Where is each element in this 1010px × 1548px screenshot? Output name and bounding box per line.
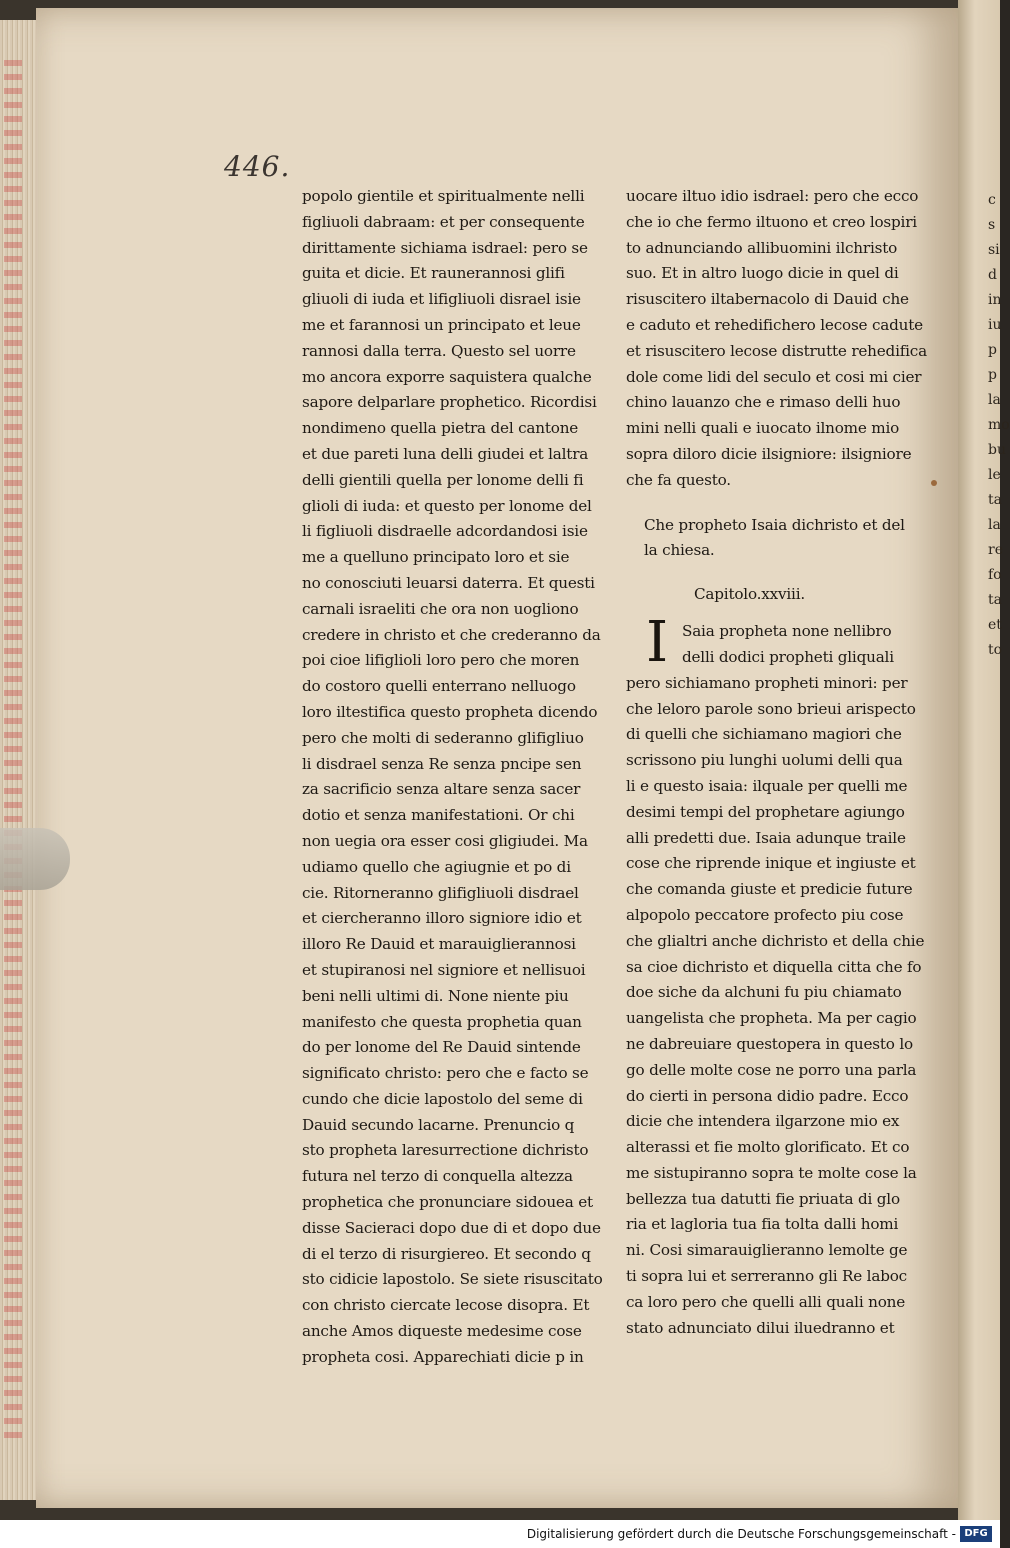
text-line: dole come lidi del seculo et cosi mi cier xyxy=(626,367,922,386)
next-page-fragment: iu xyxy=(988,317,1002,333)
page-clip xyxy=(0,828,70,890)
left-text-column xyxy=(302,184,603,1371)
next-page-fragment: s xyxy=(988,217,996,233)
dfg-logo: DFG xyxy=(960,1526,992,1542)
text-line: go delle molte cose ne porro una parla xyxy=(626,1060,917,1079)
text-line: li figliuoli disdraelle adcordandosi isie xyxy=(302,522,588,541)
text-line: prophetica che pronunciare sidouea et xyxy=(302,1193,593,1212)
text-line: za sacrificio senza altare senza sacer xyxy=(302,780,581,799)
text-line: li e questo isaia: ilquale per quelli me xyxy=(626,776,908,795)
text-line: suo. Et in altro luogo dicie in quel di xyxy=(626,264,899,283)
next-page-fragment: p xyxy=(988,367,997,383)
text-line: mo ancora exporre saquistera qualche xyxy=(302,367,592,386)
text-line: nondimeno quella pietra del cantone xyxy=(302,419,579,438)
text-line: popolo gientile et spiritualmente nelli xyxy=(302,187,585,205)
text-line: sa cioe dichristo et diquella citta che fo xyxy=(626,957,922,976)
text-line: sapore delparlare prophetico. Ricordisi xyxy=(302,393,597,412)
text-line: et stupiranosi nel signiore et nellisuoi xyxy=(302,960,586,979)
text-line: glioli di iuda: et questo per lonome del xyxy=(302,496,592,515)
next-page-fragment: fo xyxy=(988,567,1002,583)
next-page-fragment: mo xyxy=(988,417,1010,433)
text-line: udiamo quello che agiugnie et po di xyxy=(302,857,571,876)
text-line: loro iltestifica questo propheta dicendo xyxy=(302,702,598,721)
right-column-top-text xyxy=(626,184,927,494)
next-page-fragment: re xyxy=(988,542,1003,558)
text-line: delli gientili quella per lonome delli fi xyxy=(302,470,584,489)
next-page-fragment: si xyxy=(988,242,1000,258)
text-line: futura nel terzo di conquella altezza xyxy=(302,1167,573,1186)
text-line: Dauid secundo lacarne. Prenuncio q xyxy=(302,1115,575,1134)
drop-cap: I xyxy=(646,610,668,676)
text-line: Saia propheta none nellibro xyxy=(682,622,892,641)
text-line: che comanda giuste et predicie future xyxy=(626,880,913,899)
text-line: non uegia ora esser cosi gligiudei. Ma xyxy=(302,831,588,850)
text-line: stato adnunciato dilui iluedranno et xyxy=(626,1318,895,1337)
text-line: me sistupiranno sopra te molte cose la xyxy=(626,1163,917,1182)
text-line: che leloro parole sono brieui arispecto xyxy=(626,699,916,718)
text-line: do per lonome del Re Dauid sintende xyxy=(302,1038,581,1057)
text-line: to adnunciando allibuomini ilchristo xyxy=(626,238,898,257)
next-page-fragment: c xyxy=(988,192,996,208)
text-line: disse Sacieraci dopo due di et dopo due xyxy=(302,1218,601,1237)
text-line: do cierti in persona didio padre. Ecco xyxy=(626,1086,909,1105)
text-line: di quelli che sichiamano magiori che xyxy=(626,725,902,744)
next-page-fragment: p xyxy=(988,342,997,358)
text-line: sopra diloro dicie ilsigniore: ilsigniore xyxy=(626,444,912,463)
footer-credit: Digitalisierung gefördert durch die Deutsche Forschungsgemeinschaft - xyxy=(526,1527,956,1541)
text-line: sto propheta laresurrectione dichristo xyxy=(302,1141,589,1160)
next-page-fragment: le xyxy=(988,467,1001,483)
text-line: bellezza tua datutti fie priuata di glo xyxy=(626,1189,900,1208)
text-line: manifesto che questa prophetia quan xyxy=(302,1012,582,1031)
text-line: uocare iltuo idio isdrael: pero che ecco xyxy=(626,187,919,205)
next-page-fragment: d xyxy=(988,267,997,283)
footer-bar xyxy=(0,1520,1000,1548)
text-line: me et farannosi un principato et leue xyxy=(302,315,581,334)
next-page-fragment: ta xyxy=(988,492,1002,508)
text-line: illoro Re Dauid et marauiglierannosi xyxy=(302,935,576,954)
text-line: ti sopra lui et serreranno gli Re laboc xyxy=(626,1267,907,1286)
right-text-column xyxy=(626,184,927,1341)
text-line: che glialtri anche dichristo et della chie xyxy=(626,931,925,950)
text-line: poi cioe lifiglioli loro pero che moren xyxy=(302,651,580,670)
chapter-title: Capitolo.xxviii. xyxy=(694,585,805,604)
next-page-edge xyxy=(958,0,1010,1520)
section-heading-line: Che propheto Isaia dichristo et del xyxy=(644,515,905,534)
text-line: alterassi et fie molto glorificato. Et co xyxy=(626,1138,910,1157)
text-line: alpopolo peccatore profecto piu cose xyxy=(626,905,904,924)
text-line: dirittamente sichiama isdrael: pero se xyxy=(302,238,588,257)
text-line: dotio et senza manifestationi. Or chi xyxy=(302,806,575,825)
text-line: doe siche da alchuni fu piu chiamato xyxy=(626,983,902,1002)
text-line: chino lauanzo che e rimaso delli huo xyxy=(626,393,901,412)
chapter-opening xyxy=(626,610,927,676)
section-heading xyxy=(626,512,927,564)
text-line: significato christo: pero che e facto se xyxy=(302,1064,589,1083)
text-line: ria et lagloria tua fia tolta dalli homi xyxy=(626,1215,899,1234)
book-page-edges xyxy=(0,20,40,1500)
folio-number: 446. xyxy=(224,150,291,183)
text-line: delli dodici propheti gliquali xyxy=(682,647,894,666)
text-line: pero sichiamano propheti minori: per xyxy=(626,673,908,692)
next-page-fragment: bu xyxy=(988,442,1006,458)
text-line: dicie che intendera ilgarzone mio ex xyxy=(626,1112,900,1131)
text-line: do costoro quelli enterrano nelluogo xyxy=(302,677,576,696)
ink-spot xyxy=(931,480,937,486)
text-line: et due pareti luna delli giudei et laltra xyxy=(302,444,589,463)
text-line: ne dabreuiare questopera in questo lo xyxy=(626,1034,913,1053)
section-heading-line: la chiesa. xyxy=(644,541,715,560)
text-line: ni. Cosi simarauiglieranno lemolte ge xyxy=(626,1241,908,1260)
text-line: carnali israeliti che ora non uogliono xyxy=(302,599,579,618)
text-line: anche Amos diqueste medesime cose xyxy=(302,1322,582,1341)
text-line: gliuoli di iuda et lifigliuoli disrael isie xyxy=(302,290,581,309)
text-line: alli predetti due. Isaia adunque traile xyxy=(626,828,906,847)
text-line: che io che fermo iltuono et creo lospiri xyxy=(626,212,917,231)
text-line: di el terzo di risurgiereo. Et secondo q xyxy=(302,1244,591,1263)
text-line: et risuscitero lecose distrutte rehedifica xyxy=(626,341,927,360)
text-line: me a quelluno principato loro et sie xyxy=(302,548,570,567)
text-line: beni nelli ultimi di. None niente piu xyxy=(302,986,569,1005)
text-line: che fa questo. xyxy=(626,470,731,489)
right-column-body-text xyxy=(626,671,927,1342)
next-page-text xyxy=(958,0,1010,663)
text-line: uangelista che propheta. Ma per cagio xyxy=(626,1009,917,1028)
text-line: desimi tempi del prophetare agiungo xyxy=(626,802,905,821)
text-line: guita et dicie. Et raunerannosi glifi xyxy=(302,264,565,283)
next-page-fragment: et xyxy=(988,617,1002,633)
text-line: credere in christo et che crederanno da xyxy=(302,625,601,644)
next-page-fragment: la xyxy=(988,517,1001,533)
text-line: sto cidicie lapostolo. Se siete risuscitato xyxy=(302,1270,603,1289)
next-page-fragment: la xyxy=(988,392,1001,408)
text-line: scrissono piu lunghi uolumi delli qua xyxy=(626,751,903,770)
text-line: cose che riprende inique et ingiuste et xyxy=(626,854,916,873)
next-page-fragment: in xyxy=(988,292,1002,308)
text-line: no conosciuti leuarsi daterra. Et questi xyxy=(302,573,595,592)
text-line: risuscitero iltabernacolo di Dauid che xyxy=(626,290,909,309)
text-line: ca loro pero che quelli alli quali none xyxy=(626,1292,906,1311)
text-line: cundo che dicie lapostolo del seme di xyxy=(302,1089,583,1108)
text-line: et ciercheranno illoro signiore idio et xyxy=(302,909,582,928)
text-line: e caduto et rehedifichero lecose cadute xyxy=(626,315,923,334)
text-line: li disdrael senza Re senza pncipe sen xyxy=(302,754,582,773)
text-line: cie. Ritorneranno glifigliuoli disdrael xyxy=(302,883,579,902)
text-line: mini nelli quali e iuocato ilnome mio xyxy=(626,419,900,438)
next-page-fragment: ta xyxy=(988,592,1002,608)
text-line: figliuoli dabraam: et per consequente xyxy=(302,212,585,231)
text-line: pero che molti di sederanno glifigliuo xyxy=(302,728,584,747)
text-line: rannosi dalla terra. Questo sel uorre xyxy=(302,341,576,360)
text-line: con christo ciercate lecose disopra. Et xyxy=(302,1296,590,1315)
next-page-fragment: to xyxy=(988,642,1003,658)
text-line: propheta cosi. Apparechiati dicie p in xyxy=(302,1347,584,1366)
